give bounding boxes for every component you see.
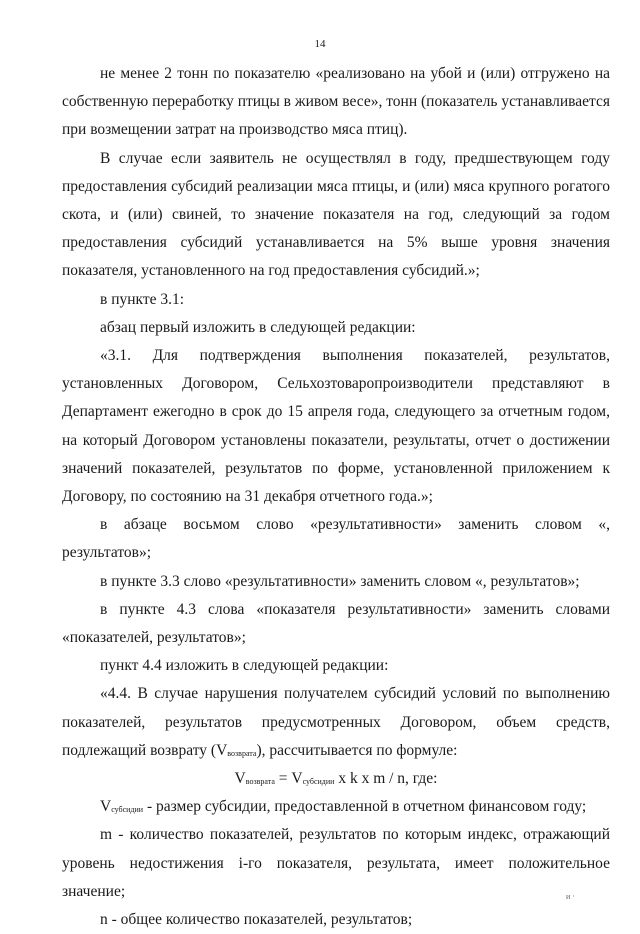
paragraph-if-applicant: В случае если заявитель не осуществлял в году, предшествующем году предоставления субсидий реализации мяса птицы, и (или) мяса крупного рогатого скота, и (или) свиней, то значение показателя на год, следующий за годом предоставления субсидий устанавливается на 5% выше уровня значения показателя, установленного на год предоставления субсидий.»; — [62, 149, 610, 280]
paragraph-point-3-3: в пункте 3.3 слово «результативности» заменить словом «, результатов»; — [100, 572, 580, 590]
document-text — [62, 60, 610, 934]
paragraph-abzac-eight: в абзаце восьмом слово «результативности» заменить словом «, результатов»; — [62, 516, 610, 562]
clause-4-4-subscript: возврата — [227, 748, 257, 758]
definition-m: m - количество показателей, результатов по которым индекс, отражающий уровень недостижения i-го показателя, результата, имеет положительное значение; — [62, 826, 610, 900]
clause-4-4-text-end: ), рассчитывается по формуле: — [256, 741, 458, 759]
definition-n: n - общее количество показателей, результатов; — [100, 911, 413, 929]
paragraph-point-3-1: в пункте 3.1: — [100, 290, 185, 308]
paragraph-clause-4-4 — [62, 680, 610, 765]
clause-4-4-text: «4.4. В случае нарушения получателем субсидий условий по выполнению показателей, результатов предусмотренных Договором, объем средств, подлежащий возврату (V — [62, 685, 610, 759]
definition-v-text: - размер субсидии, предоставленной в отчетном финансовом году; — [143, 798, 587, 816]
formula-equals: = V — [274, 770, 303, 788]
paragraph-clause-3-1: «3.1. Для подтверждения выполнения показателей, результатов, установленных Договором, Сельхозтоваропроизводители представляют в Департамент ежегодно в срок до 15 апреля года, следующего за отчетным годом, на который Договором установлены показатели, результаты, отчет о достижении значений показателей, результатов по форме, установленной приложением к Договору, по состоянию на 31 декабря отчетного года.»; — [62, 347, 610, 506]
definition-v-symbol: V — [100, 798, 112, 816]
formula-v-return-sub: возврата — [245, 777, 275, 787]
formula-rest: x k x m / n, где: — [334, 770, 438, 788]
formula-v-subsidy-sub: субсидии — [302, 777, 335, 787]
paragraph-point-4-3: в пункте 4.3 слова «показателя результативности» заменить словами «показателей, результатов»; — [62, 600, 610, 647]
page-number: 14 — [314, 38, 326, 50]
paragraph-first-abzac: абзац первый изложить в следующей редакции: — [100, 318, 416, 336]
formula — [62, 765, 610, 793]
definition-v-subsidy — [62, 793, 610, 821]
paragraph-point-4-4: пункт 4.4 изложить в следующей редакции: — [100, 657, 389, 675]
formula-v-return: V — [234, 770, 246, 788]
definition-v-subscript: субсидии — [111, 805, 144, 815]
paragraph-min-volume: не менее 2 тонн по показателю «реализовано на убой и (или) отгружено на собственную переработку птицы в живом весе», тонн (показатель устанавливается при возмещении затрат на производство мяса птиц). — [62, 65, 610, 139]
corner-mark: и · — [566, 892, 575, 901]
